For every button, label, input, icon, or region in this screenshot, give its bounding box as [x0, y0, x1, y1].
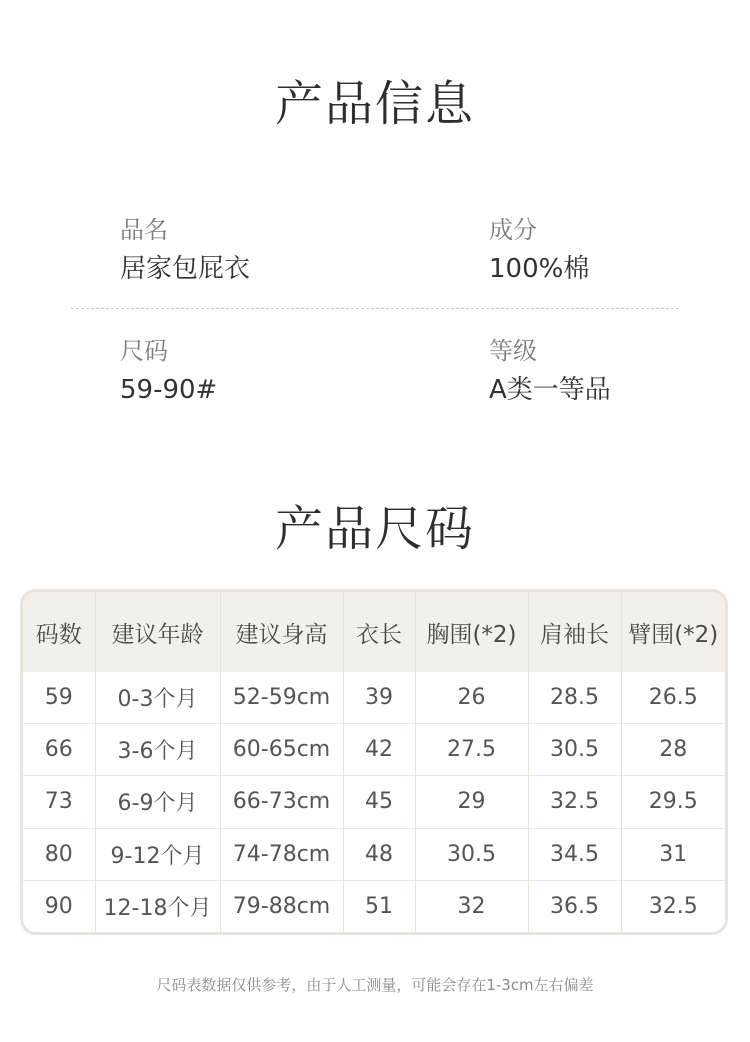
- table-cell: 26.5: [648, 685, 698, 710]
- table-row: [23, 672, 725, 724]
- table-cell: 66: [23, 724, 95, 776]
- table-cell: 52-59cm: [220, 672, 343, 724]
- info-field-size: [120, 339, 217, 403]
- info-label: 品名: [120, 216, 168, 244]
- table-cell: 28: [621, 724, 725, 776]
- column-header: 码数: [23, 592, 95, 672]
- table-cell: 45: [343, 776, 415, 828]
- table-cell: 39: [343, 672, 415, 724]
- table-row: [23, 724, 725, 776]
- table-cell: 6-9个月: [95, 776, 220, 828]
- table-row: [23, 828, 725, 880]
- table-cell: 79-88cm: [220, 880, 343, 932]
- info-value: A类一等品: [489, 375, 611, 405]
- info-field-grade: [489, 339, 611, 403]
- table-cell: 27.5: [415, 724, 528, 776]
- table-cell: 80: [23, 828, 95, 880]
- size-table-frame: [20, 589, 728, 935]
- table-cell: 32: [415, 880, 528, 932]
- table-cell: 3-6个月: [95, 724, 220, 776]
- table-cell: 36.5: [528, 880, 621, 932]
- measurement-note: 尺码表数据仅供参考，由于人工测量，可能会存在1-3cm左右偏差: [156, 976, 594, 994]
- table-cell: 74-78cm: [220, 828, 343, 880]
- table-cell: 28.5: [528, 672, 621, 724]
- table-cell: 29: [415, 776, 528, 828]
- info-value: 居家包屁衣: [120, 254, 251, 284]
- info-label: 等级: [489, 337, 537, 365]
- info-value: 59-90#: [120, 375, 218, 405]
- table-row: [23, 880, 725, 932]
- column-header: 建议年龄: [95, 592, 220, 672]
- column-header: 臂围(*2): [621, 592, 725, 672]
- table-cell: 32.5: [528, 776, 621, 828]
- column-header: 肩袖长: [528, 592, 621, 672]
- table-cell: 12-18个月: [95, 880, 220, 932]
- table-cell: 73: [23, 776, 95, 828]
- info-title: 产品信息: [274, 76, 475, 132]
- table-row: [23, 776, 725, 828]
- table-cell: 48: [343, 828, 415, 880]
- table-cell: 60-65cm: [220, 724, 343, 776]
- table-cell: 9-12个月: [95, 828, 220, 880]
- table-cell: 51: [343, 880, 415, 932]
- table-cell: 30.5: [528, 724, 621, 776]
- dashed-divider: [71, 308, 679, 309]
- table-cell: 34.5: [528, 828, 621, 880]
- info-value: 100%棉: [489, 254, 590, 284]
- table-cell: 26: [415, 672, 528, 724]
- table-cell: 0-3个月: [95, 672, 220, 724]
- column-header: 建议身高: [220, 592, 343, 672]
- table-cell: 32.5: [621, 880, 725, 932]
- table-cell: 42: [343, 724, 415, 776]
- table-cell: 29.5: [621, 776, 725, 828]
- table-cell: 66-73cm: [220, 776, 343, 828]
- info-label: 尺码: [120, 337, 168, 365]
- table-cell: 30.5: [415, 828, 528, 880]
- table-cell: 31: [621, 828, 725, 880]
- table-cell: 90: [23, 880, 95, 932]
- size-table: [23, 592, 725, 932]
- table-cell: 59: [23, 672, 95, 724]
- info-field-name: [120, 218, 250, 282]
- info-label: 成分: [489, 216, 537, 244]
- column-header: 衣长: [343, 592, 415, 672]
- size-chart-title: 产品尺码: [274, 501, 475, 557]
- table-header-row: [23, 592, 725, 672]
- column-header: 胸围(*2): [415, 592, 528, 672]
- info-field-material: [489, 218, 589, 282]
